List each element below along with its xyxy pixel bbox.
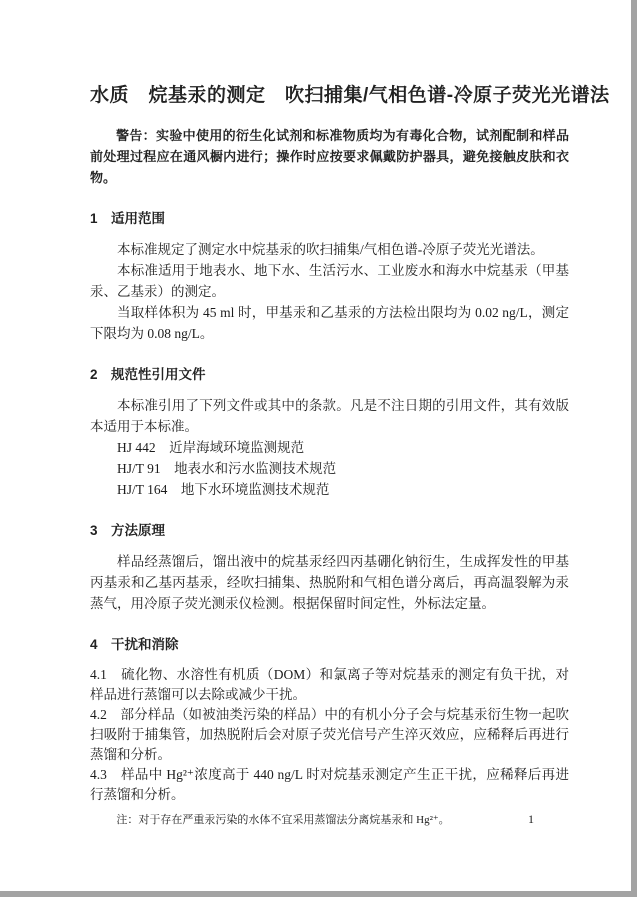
- clause-4-3: 4.3 样品中 Hg²⁺浓度高于 440 ng/L 时对烷基汞测定产生正干扰，应稀释后再进行蒸馏和分析。: [90, 767, 569, 802]
- page-number: 1: [528, 812, 534, 826]
- section-1-heading: 1 适用范围: [90, 211, 166, 226]
- section-1-paragraph: 当取样体积为 45 ml 时，甲基汞和乙基汞的方法检出限均为 0.02 ng/L，测定下限均为 0.08 ng/L。: [90, 305, 569, 341]
- reference-item: HJ 442 近岸海域环境监测规范: [117, 440, 305, 455]
- section-2-heading: 2 规范性引用文件: [90, 367, 206, 382]
- reference-item: HJ/T 91 地表水和污水监测技术规范: [117, 461, 337, 476]
- section-1-paragraph: 本标准规定了测定水中烷基汞的吹扫捕集/气相色谱-冷原子荧光光谱法。: [117, 242, 544, 257]
- reference-item: HJ/T 164 地下水环境监测技术规范: [117, 482, 330, 497]
- warning-paragraph: 警告：实验中使用的衍生化试剂和标准物质均为有毒化合物，试剂配制和样品前处理过程应在通风橱内进行；操作时应按要求佩戴防护器具，避免接触皮肤和衣物。: [90, 128, 569, 185]
- section-3-paragraph: 样品经蒸馏后，馏出液中的烷基汞经四丙基硼化钠衍生，生成挥发性的甲基丙基汞和乙基丙基汞，经吹扫捕集、热脱附和气相色谱分离后，再高温裂解为汞蒸气，用冷原子荧光测汞仪检测。根据保留时间定性，外标法定量。: [90, 554, 569, 611]
- footnote: 注：对于存在严重汞污染的水体不宜采用蒸馏法分离烷基汞和 Hg²⁺。: [116, 814, 450, 826]
- clause-4-2: 4.2 部分样品（如被油类污染的样品）中的有机小分子会与烷基汞衍生物一起吹扫吸附于捕集管，加热脱附后会对原子荧光信号产生淬灭效应，应稀释后再进行蒸馏和分析。: [90, 707, 569, 762]
- clause-4-1: 4.1 硫化物、水溶性有机质（DOM）和氯离子等对烷基汞的测定有负干扰，对样品进行蒸馏可以去除或减少干扰。: [90, 667, 569, 702]
- section-1-paragraph: 本标准适用于地表水、地下水、生活污水、工业废水和海水中烷基汞（甲基汞、乙基汞）的测定。: [90, 263, 569, 299]
- section-4-heading: 4 干扰和消除: [90, 637, 179, 652]
- section-2-paragraph: 本标准引用了下列文件或其中的条款。凡是不注日期的引用文件，其有效版本适用于本标准。: [90, 398, 569, 434]
- section-3-heading: 3 方法原理: [90, 523, 166, 538]
- document-title: 水质 烷基汞的测定 吹扫捕集/气相色谱-冷原子荧光光谱法: [90, 85, 610, 106]
